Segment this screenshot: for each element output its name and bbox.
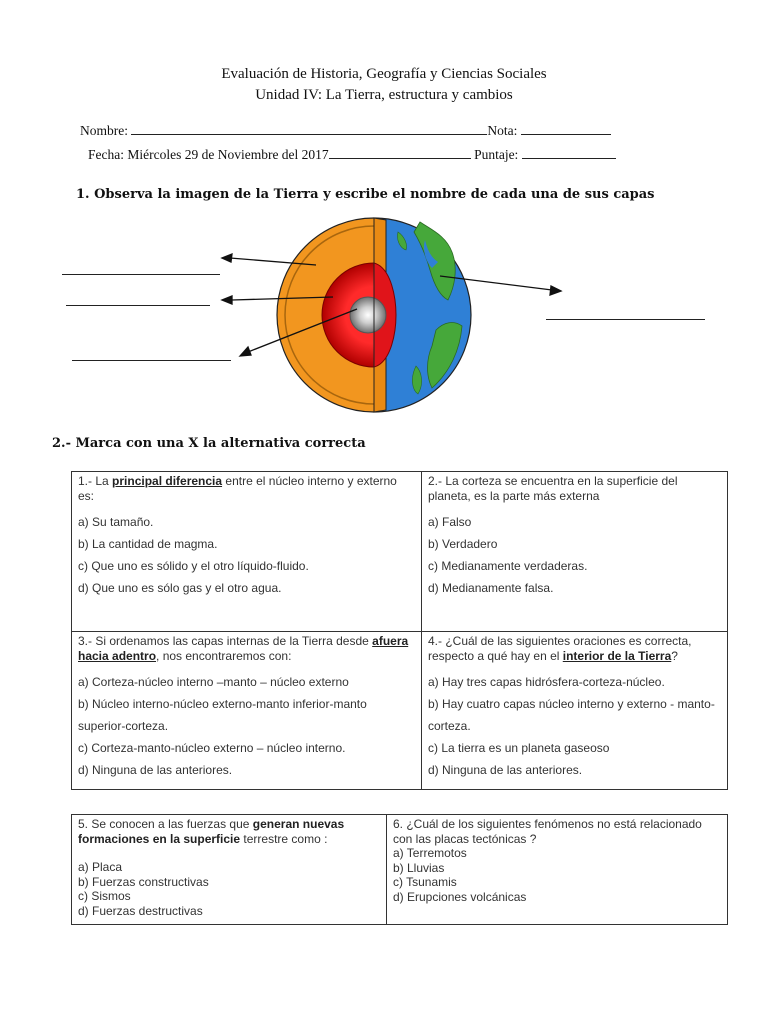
option-item[interactable]: b) Verdadero bbox=[428, 537, 498, 551]
question-2-prompt: 2.- Marca con una X la alternativa correcta bbox=[52, 436, 366, 451]
option-item[interactable]: b) Fuerzas constructivas bbox=[78, 874, 209, 889]
option-item[interactable]: b) Núcleo interno-núcleo externo-manto inferior-manto superior-corteza. bbox=[78, 697, 367, 733]
title-line-1: Evaluación de Historia, Geografía y Ciencias Sociales bbox=[221, 66, 547, 82]
option-item[interactable]: d) Fuerzas destructivas bbox=[78, 903, 203, 918]
question-1-prompt: 1. Observa la imagen de la Tierra y escribe el nombre de cada una de sus capas bbox=[76, 187, 655, 202]
option-item[interactable]: b) Hay cuatro capas núcleo interno y externo - manto-corteza. bbox=[428, 697, 715, 733]
nota-label: Nota: bbox=[487, 123, 518, 138]
puntaje-label: Puntaje: bbox=[474, 147, 519, 162]
question-cell-1: 1.- La principal diferencia entre el núcleo interno y externo es: a) Su tamaño. b) La cantidad de magma. c) Que uno es sólido y el otro líquido-fluido. d) Que uno es sólo gas y el otro agua. bbox=[72, 472, 422, 632]
option-item[interactable]: a) Placa bbox=[78, 860, 123, 874]
option-item[interactable]: d) Erupciones volcánicas bbox=[393, 889, 527, 904]
answer-line-mantle[interactable] bbox=[66, 305, 210, 306]
puntaje-field[interactable] bbox=[522, 146, 616, 159]
nombre-field[interactable] bbox=[131, 122, 487, 135]
option-item[interactable]: a) Corteza-núcleo interno –manto – núcleo externo bbox=[78, 675, 349, 689]
fecha-row bbox=[88, 146, 616, 163]
option-item[interactable]: c) Que uno es sólido y el otro líquido-fluido. bbox=[78, 559, 309, 573]
answer-line-surface[interactable] bbox=[546, 319, 705, 320]
option-item[interactable]: c) La tierra es un planeta gaseoso bbox=[428, 741, 610, 755]
option-item[interactable]: c) Corteza-manto-núcleo externo – núcleo interno. bbox=[78, 741, 346, 755]
option-item[interactable]: a) Terremotos bbox=[393, 846, 467, 860]
question-cell-3: 3.- Si ordenamos las capas internas de la Tierra desde afuera hacia adentro, nos encontraremos con: a) Corteza-núcleo interno –manto – núcleo externo b) Núcleo interno-núcleo externo-manto inferior-manto superior-corteza. c) Corteza-manto-núcleo externo – núcleo interno. d) Ninguna de las anteriores. bbox=[72, 632, 422, 790]
option-item[interactable]: d) Ninguna de las anteriores. bbox=[78, 763, 233, 777]
question-cell-4: 4.- ¿Cuál de las siguientes oraciones es correcta, respecto a qué hay en el interior de la Tierra? a) Hay tres capas hidrósfera-corteza-núcleo. b) Hay cuatro capas núcleo interno y externo - manto-corteza. c) La tierra es un planeta gaseoso d) Ninguna de las anteriores. bbox=[422, 632, 728, 790]
answer-line-crust[interactable] bbox=[62, 274, 220, 275]
nombre-label: Nombre: bbox=[80, 123, 128, 138]
option-item[interactable]: b) La cantidad de magma. bbox=[78, 537, 218, 551]
question-2-table bbox=[71, 471, 728, 790]
option-item[interactable]: c) Sismos bbox=[78, 889, 131, 903]
option-item[interactable]: c) Tsunamis bbox=[393, 875, 457, 889]
question-cell-5: 5. Se conocen a las fuerzas que generan nuevas formaciones en la superficie terrestre como : a) Placa b) Fuerzas constructivas c) Sismos d) Fuerzas destructivas bbox=[72, 815, 387, 925]
fecha-label: Fecha: Miércoles 29 de Noviembre del 2017 bbox=[88, 147, 329, 162]
option-item[interactable]: d) Ninguna de las anteriores. bbox=[428, 763, 583, 777]
option-item[interactable]: a) Falso bbox=[428, 515, 472, 529]
nota-field[interactable] bbox=[521, 122, 611, 135]
earth-layers-diagram bbox=[0, 200, 768, 430]
answer-line-core[interactable] bbox=[72, 360, 231, 361]
option-item[interactable]: a) Hay tres capas hidrósfera-corteza-núcleo. bbox=[428, 675, 665, 689]
inner-core-layer bbox=[350, 297, 386, 333]
option-item[interactable]: a) Su tamaño. bbox=[78, 515, 154, 529]
fecha-field[interactable] bbox=[329, 146, 471, 159]
option-item[interactable]: b) Lluvias bbox=[393, 860, 445, 875]
option-item[interactable]: c) Medianamente verdaderas. bbox=[428, 559, 588, 573]
title-line-2: Unidad IV: La Tierra, estructura y cambios bbox=[255, 87, 513, 103]
nombre-row bbox=[80, 122, 611, 139]
question-3-table bbox=[71, 814, 728, 925]
question-cell-2: 2.- La corteza se encuentra en la superficie del planeta, es la parte más externa a) Falso b) Verdadero c) Medianamente verdaderas. d) Medianamente falsa. bbox=[422, 472, 728, 632]
option-item[interactable]: d) Que uno es sólo gas y el otro agua. bbox=[78, 581, 282, 595]
option-item[interactable]: d) Medianamente falsa. bbox=[428, 581, 554, 595]
question-cell-6: 6. ¿Cuál de los siguientes fenómenos no está relacionado con las placas tectónicas ? a) Terremotos b) Lluvias c) Tsunamis d) Erupciones volcánicas bbox=[387, 815, 728, 925]
